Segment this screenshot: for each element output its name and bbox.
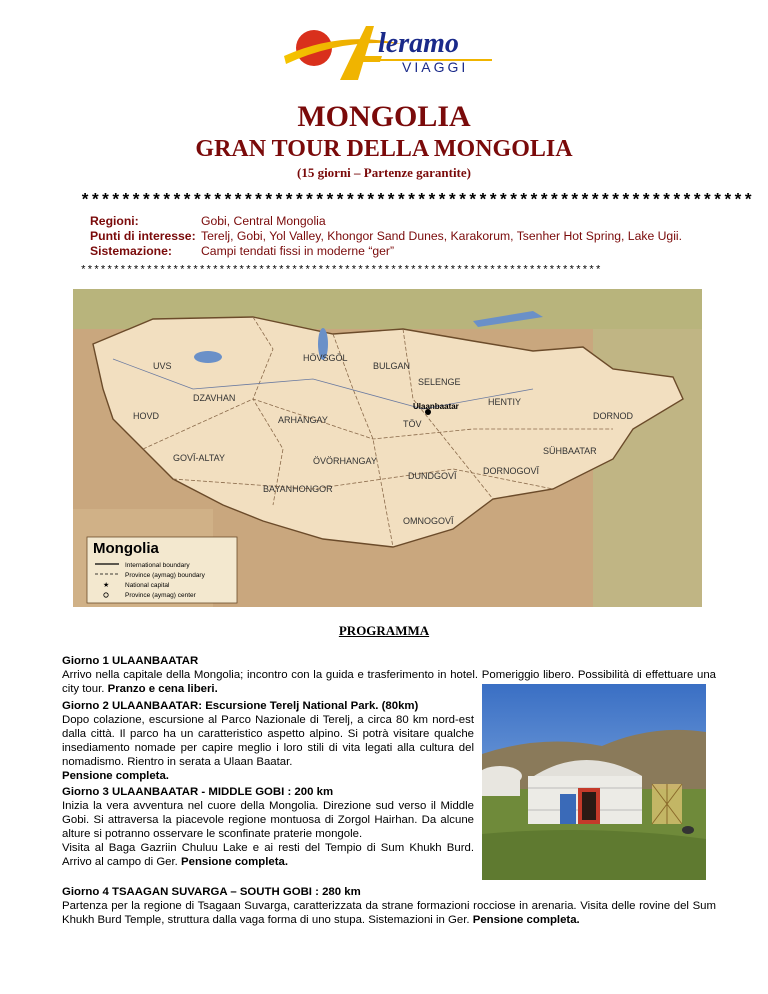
svg-text:DUNDGOVĬ: DUNDGOVĬ <box>408 471 457 481</box>
separator-top: ****************************************************************** <box>80 192 754 211</box>
svg-text:GOVĬ-ALTAY: GOVĬ-ALTAY <box>173 453 226 463</box>
svg-text:SELENGE: SELENGE <box>418 377 461 387</box>
svg-text:★: ★ <box>103 582 110 589</box>
svg-text:OMNOGOVĬ: OMNOGOVĬ <box>403 516 454 526</box>
tour-title: GRAN TOUR DELLA MONGOLIA <box>195 136 573 162</box>
info-punti: Punti di interesse: Terelj, Gobi, Yol Valley, Khongor Sand Dunes, Karakorum, Tsenher Hot Spring, Lake Ugii. <box>90 229 682 243</box>
svg-text:Ulaanbaatar: Ulaanbaatar <box>413 402 459 411</box>
svg-text:International boundary: International boundary <box>125 562 190 569</box>
ger-yurt-photo <box>482 684 706 880</box>
svg-text:UVS: UVS <box>153 361 172 371</box>
svg-text:National capital: National capital <box>125 582 170 589</box>
info-sistemazione: Sistemazione: Campi tendati fissi in moderne “ger” <box>90 244 395 258</box>
svg-text:DORNOGOVĬ: DORNOGOVĬ <box>483 466 540 476</box>
info-regioni: Regioni: Gobi, Central Mongolia <box>90 214 326 228</box>
svg-text:HOVD: HOVD <box>133 411 160 421</box>
svg-text:Province (aymag) center: Province (aymag) center <box>125 592 196 599</box>
svg-text:TÖV: TÖV <box>403 419 422 429</box>
programma-heading: PROGRAMMA <box>338 623 430 638</box>
svg-text:DZAVHAN: DZAVHAN <box>193 393 236 403</box>
svg-text:SÜHBAATAR: SÜHBAATAR <box>543 446 597 456</box>
page-title: MONGOLIA <box>297 100 471 133</box>
tour-info <box>90 214 682 259</box>
day-4: Giorno 4 TSAAGAN SUVARGA – SOUTH GOBI : 280 km Partenza per la regione di Tsagaan Suvarga, caratterizzata da strane formazioni rocciose in arenaria. Visita delle rovine del Sum Khukh Burd Temple, struttura dalla vaga forma di uno stupa. Sistemazioni in Ger. Pensione completa. <box>62 886 716 926</box>
svg-text:BULGAN: BULGAN <box>373 361 411 371</box>
tour-note: (15 giorni – Partenze garantite) <box>296 165 471 180</box>
svg-text:Mongolia: Mongolia <box>93 540 159 557</box>
svg-text:leramo: leramo <box>378 28 459 59</box>
svg-text:ARHANGAY: ARHANGAY <box>278 415 328 425</box>
svg-text:HÖVSGÖL: HÖVSGÖL <box>303 353 348 363</box>
day-1: Giorno 1 ULAANBAATAR Arrivo nella capitale della Mongolia; incontro con la guida e trasferimento in hotel. Pomeriggio libero. Possibilità di effettuare una city tour. Pranzo e cena liberi. <box>62 655 716 695</box>
svg-text:VIAGGI: VIAGGI <box>402 59 469 75</box>
svg-text:Province (aymag) boundary: Province (aymag) boundary <box>125 572 205 579</box>
svg-text:BAYANHONGOR: BAYANHONGOR <box>263 484 333 494</box>
svg-text:ÖVÖRHANGAY: ÖVÖRHANGAY <box>313 456 377 466</box>
day-3: Giorno 3 ULAANBAATAR - MIDDLE GOBI : 200 km Inizia la vera avventura nel cuore della Mongolia. Direzione sud verso il Middle Gobi. Si attraversa la piacevole regione montuosa di Zorgol Hairhan. Da alcune alture si potranno osservare le sconfinate praterie mongole. Visita al Baga Gazriin Chuluu Lake e ai resti del Tempio di Sum Khukh Burd. Arrivo al campo di Ger. Pensione completa. <box>62 786 474 868</box>
svg-text:DORNOD: DORNOD <box>593 411 633 421</box>
separator-bottom: ******************************************************************************* <box>80 265 602 277</box>
svg-text:HENTIY: HENTIY <box>488 397 522 407</box>
day-2: Giorno 2 ULAANBAATAR: Escursione Terelj National Park. (80km) Dopo colazione, escursione al Parco Nazionale di Terelj, a circa 80 km nord-est dalla città. Il parco ha un caratteristico aspetto alpino. Si potrà visitare qualche insediamento nomade per capire meglio i loro stili di vita legati alla cultura del nomadismo. Rientro in serata a Ulaan Baatar. Pensione completa. <box>62 700 474 782</box>
aleramo-logo <box>282 20 512 84</box>
mongolia-map <box>73 289 702 607</box>
